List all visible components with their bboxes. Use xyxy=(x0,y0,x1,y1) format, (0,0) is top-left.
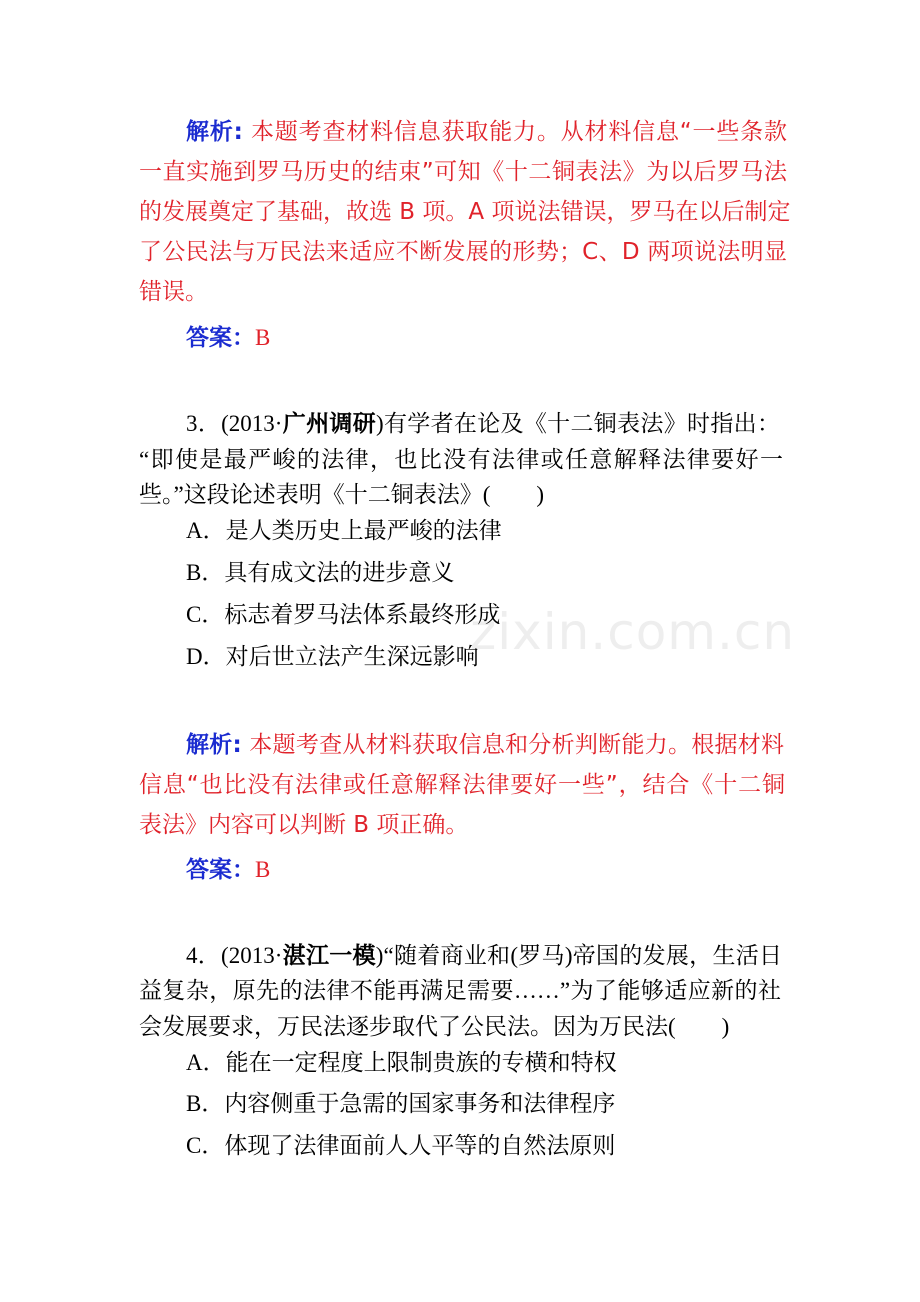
q2-analysis-line-4: 了公民法与万民法来适应不断发展的形势；C、D 两项说法明显 xyxy=(139,239,787,265)
q3-stem-line-2: “即使是最严峻的法律，也比没有法律或任意解释法律要好一 xyxy=(139,447,783,472)
q3-stem-line-3: 些。”这段论述表明《十二铜表法》( ) xyxy=(139,482,545,507)
q3-option-b: B．具有成文法的进步意义 xyxy=(186,560,455,585)
q2-answer xyxy=(186,323,834,353)
q2-analysis-label: 解析: xyxy=(186,119,243,145)
q2-analysis-line-5: 错误。 xyxy=(139,279,208,305)
q2-analysis-line-3: 的发展奠定了基础，故选 B 项。A 项说法错误，罗马在以后制定 xyxy=(139,199,791,225)
q3-source: 广州调研 xyxy=(282,411,377,437)
q4-stem-line-3: 会发展要求，万民法逐步取代了公民法。因为万民法( ) xyxy=(139,1014,730,1039)
q4-option-c: C．体现了法律面前人人平等的自然法原则 xyxy=(186,1133,616,1158)
q3-answer xyxy=(186,855,834,885)
q3-analysis-line-3: 表法》内容可以判断 B 项正确。 xyxy=(139,812,469,838)
q3-answer-label: 答案： xyxy=(186,857,255,883)
q4-option-b: B．内容侧重于急需的国家事务和法律程序 xyxy=(186,1091,616,1116)
watermark: zixin.com.cn xyxy=(470,603,796,661)
q3-option-c: C．标志着罗马法体系最终形成 xyxy=(186,602,501,627)
q2-answer-value: B xyxy=(255,325,271,350)
q3-option-a: A．是人类历史上最严峻的法律 xyxy=(186,518,502,543)
q3-analysis-label: 解析: xyxy=(186,732,242,758)
q4-option-a: A．能在一定程度上限制贵族的专横和特权 xyxy=(186,1050,617,1075)
q2-analysis-line-1: 解析: 本题考查材料信息获取能力。从材料信息“一些条款 xyxy=(186,119,787,145)
q3-analysis-line-2: 信息“也比没有法律或任意解释法律要好一些”，结合《十二铜 xyxy=(139,772,785,798)
q4-source: 湛江一模 xyxy=(282,943,376,969)
q2-answer-label: 答案： xyxy=(186,325,255,351)
q3-analysis-line-1: 解析: 本题考查从材料获取信息和分析判断能力。根据材料 xyxy=(186,732,785,758)
q4-stem-line-2: 益复杂，原先的法律不能再满足需要……”为了能够适应新的社 xyxy=(139,978,781,1003)
q3-answer-value: B xyxy=(255,857,271,882)
q2-analysis-line-2: 一直实施到罗马历史的结束”可知《十二铜表法》为以后罗马法 xyxy=(139,159,787,185)
q3-stem-line-1: 3．(2013·广州调研)有学者在论及《十二铜表法》时指出： xyxy=(186,411,780,437)
q4-stem-line-1: 4．(2013·湛江一模)“随着商业和(罗马)帝国的发展，生活日 xyxy=(186,943,783,969)
q3-option-d: D．对后世立法产生深远影响 xyxy=(186,644,479,669)
